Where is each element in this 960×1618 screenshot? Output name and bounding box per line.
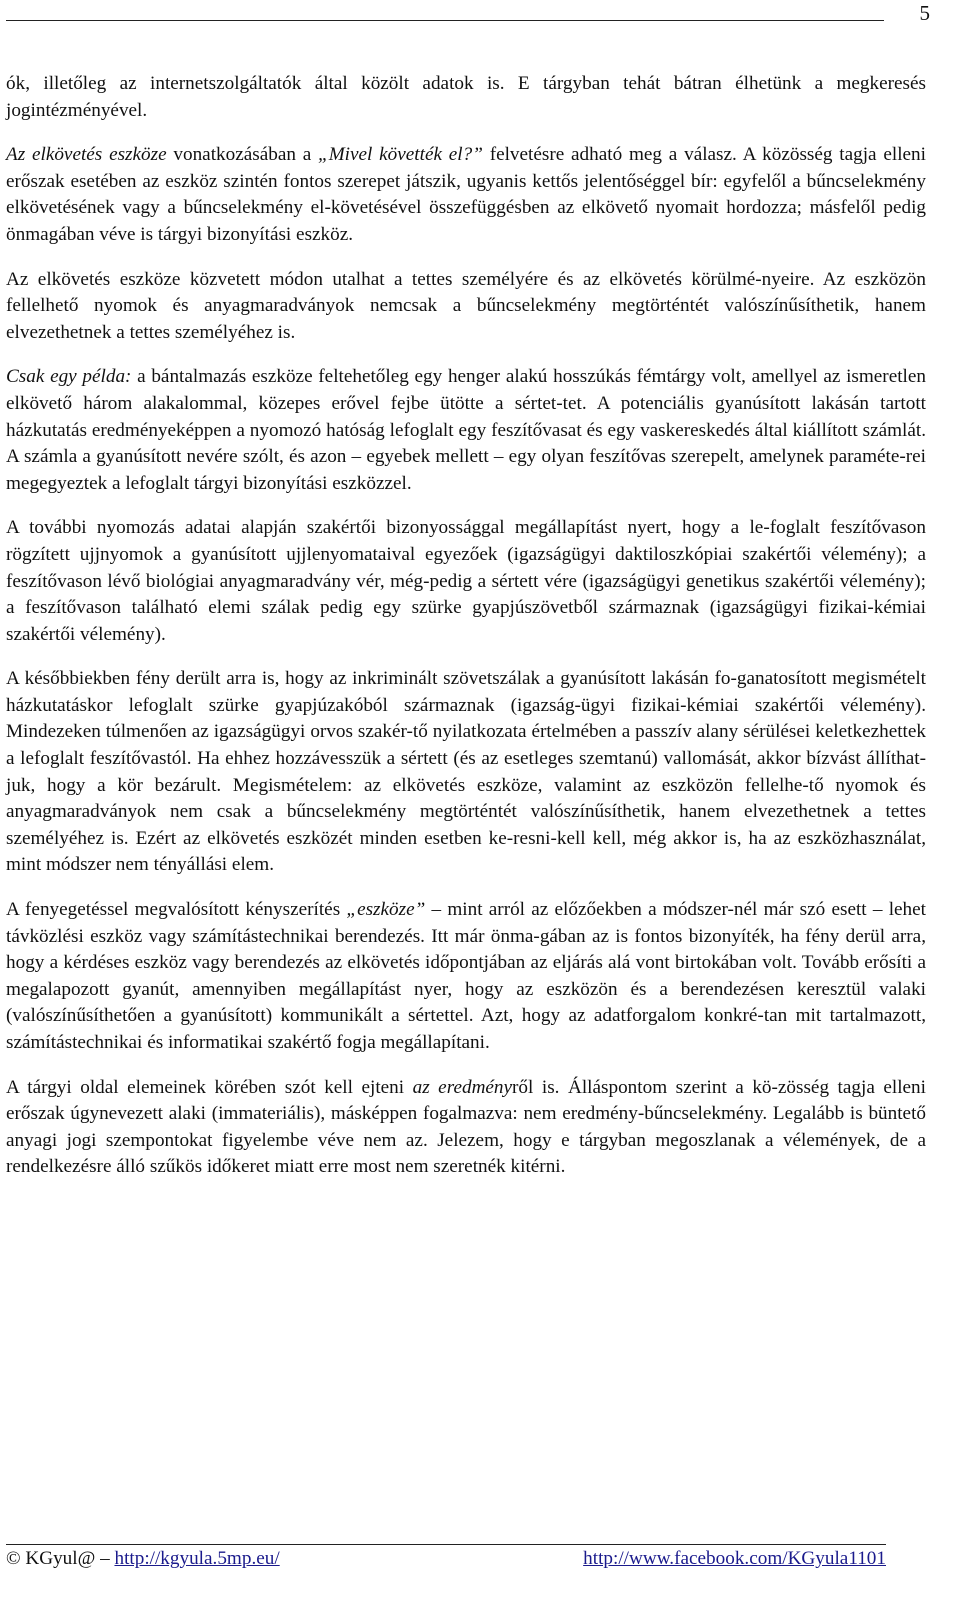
paragraph-text: vonatkozásában a (166, 144, 319, 166)
paragraph-text: A fenyegetéssel megvalósított kényszerítés (6, 899, 347, 921)
paragraph-text: A tárgyi oldal elemeinek körében szót kell ejteni (6, 1076, 413, 1098)
italic-text: Csak egy példa: (6, 366, 132, 388)
header-rule (6, 20, 884, 21)
facebook-link[interactable]: http://www.facebook.com/KGyula1101 (583, 1548, 886, 1569)
document-body (6, 71, 926, 1181)
italic-text: az eredmény (412, 1076, 513, 1098)
paragraph-text: ók, illetőleg az internetszolgáltatók által közölt adatok is. E tárgyban tehát bátran élhetünk a megkeresés jogintézményével. (6, 73, 926, 121)
paragraph (6, 71, 926, 124)
paragraph-text: ről is. Álláspontom szerint a kö-zösség tagja elleni erőszak úgynevezett alaki (immateriális), másképpen fogalmazva: nem eredmény-bűncselekmény. Legalább is büntető anyagi jogi szempontokat figyelembe véve nem az. Jelezem, hogy e tárgyban megoszlanak a vélemények, de a rendelkezésre álló szűkös időkeret miatt erre most nem szeretnék kitérni. (6, 1076, 926, 1178)
copyright-text: © KGyul@ (6, 1548, 96, 1569)
paragraph (6, 364, 926, 497)
website-link[interactable]: http://kgyula.5mp.eu/ (114, 1548, 280, 1569)
paragraph (6, 666, 926, 879)
paragraph-text: A további nyomozás adatai alapján szakértői bizonyossággal megállapítást nyert, hogy a le-foglalt feszítővason rögzített ujjnyomok a gyanúsított ujjlenyomataival egyezőek (igazságügyi daktiloszkópiai szakértői vélemény); a feszítővason lévő biológiai anyagmaradvány vér, még-pedig a sértett vére (igazságügyi genetikus szakértői vélemény); a feszítővason található elemi szálak pedig egy szürke gyapjúszövetből származnak (igazságügyi fizikai-kémiai szakértői vélemény). (6, 517, 926, 645)
italic-text: Az elkövetés eszköze (6, 144, 167, 166)
paragraph (6, 267, 926, 347)
paragraph (6, 515, 926, 648)
italic-text: „Mivel követték el?” (318, 144, 483, 166)
page-header (0, 0, 960, 40)
footer-left (6, 1547, 280, 1571)
paragraph-text: A későbbiekben fény derült arra is, hogy az inkriminált szövetszálak a gyanúsított lakásán fo-ganatosított megismételt házkutatáskor lefoglalt szürke gyapjúzakóból származnak (igazság-ügyi fizikai-kémiai szakértői vélemény). Mindezeken túlmenően az igazságügyi orvos szakér-tő nyilatkozata értelmében a passzív alany sérülései keletkezhettek a lefoglalt feszítővastól. Ha ehhez hozzávesszük a sértett (és az esetleges szemtanú) vallomását, akkor bízvást állíthat-juk, hogy a kör bezárult. Megismételem: az elkövetés eszköze, valamint az eszközön fellelhe-tő nyomok és anyagmaradványok nem csak a bűncselekmény megtörténtét valószínűsíthetik, hanem elvezethetnek a tettes személyéhez is. Ezért az elkövetés eszközét minden esetben ke-resni-kell kell, még akkor is, ha az eszközhasználat, mint módszer nem tényállási elem. (6, 668, 926, 876)
paragraph (6, 142, 926, 248)
paragraph (6, 897, 926, 1057)
paragraph-text: Az elkövetés eszköze közvetett módon utalhat a tettes személyére és az elkövetés körülmé-nyeire. Az eszközön fellelhető nyomok és anyagmaradványok nemcsak a bűncselekmény megtörténtét valószínűsíthetik, hanem elvezethetnek a tettes személyéhez is. (6, 268, 926, 343)
page-number: 5 (919, 1, 930, 25)
paragraph-text: felvetésre adható meg a válasz. A közösség tagja elleni erőszak esetében az eszköz szintén fontos szerepet játszik, ugyanis kettős jelentőséggel bír: egyfelől a bűncselekmény elkövetésének vagy a bűncselekmény el-követésével összefüggésben az elkövető nyomait hordozza; másfelől pedig önmagában véve is tárgyi bizonyítási eszköz. (6, 144, 926, 245)
footer-rule (6, 1544, 886, 1545)
footer-line (6, 1547, 886, 1571)
footer-dash: – (95, 1548, 115, 1569)
paragraph-text: a bántalmazás eszköze feltehetőleg egy henger alakú hosszúkás fémtárgy volt, amellyel az ismeretlen elkövető három alakalommal, közepes erővel fejbe ütötte a sértet-tet. A potenciális gyanúsított lakásán tartott házkutatás eredményeképpen a nyomozó hatóság lefoglalt egy feszítővasat és egy vaskereskedés által kiállított számlát. A számla a gyanúsított nevére szólt, és azon – egyebek mellett – egy olyan feszítővas szerepelt, amelynek paraméte-rei megegyeztek a lefoglalt tárgyi bizonyítási eszközzel. (6, 366, 926, 494)
paragraph-text: – mint arról az előzőekben a módszer-nél már szó esett – lehet távközlési eszköz vagy számítástechnikai berendezés. Itt már önma-gában az is fontos bizonyíték, ha fény derül arra, hogy a kérdéses eszköz vagy berendezés az elkövetés időpontjában az eljárás alá vont birtokában volt. Tovább erősíti a megalapozott gyanút, amennyiben megállapítást nyer, hogy az eszközön és a berendezésen keresztül valaki (valószínűsíthetően a gyanúsított) kommunikált a sértettel. Azt, hogy az adatforgalom konkré-tan mit tartalmazott, számítástechnikai és informatikai szakértő fogja megállapítani. (6, 899, 926, 1053)
italic-text: „eszköze” (346, 899, 426, 921)
paragraph (6, 1075, 926, 1181)
